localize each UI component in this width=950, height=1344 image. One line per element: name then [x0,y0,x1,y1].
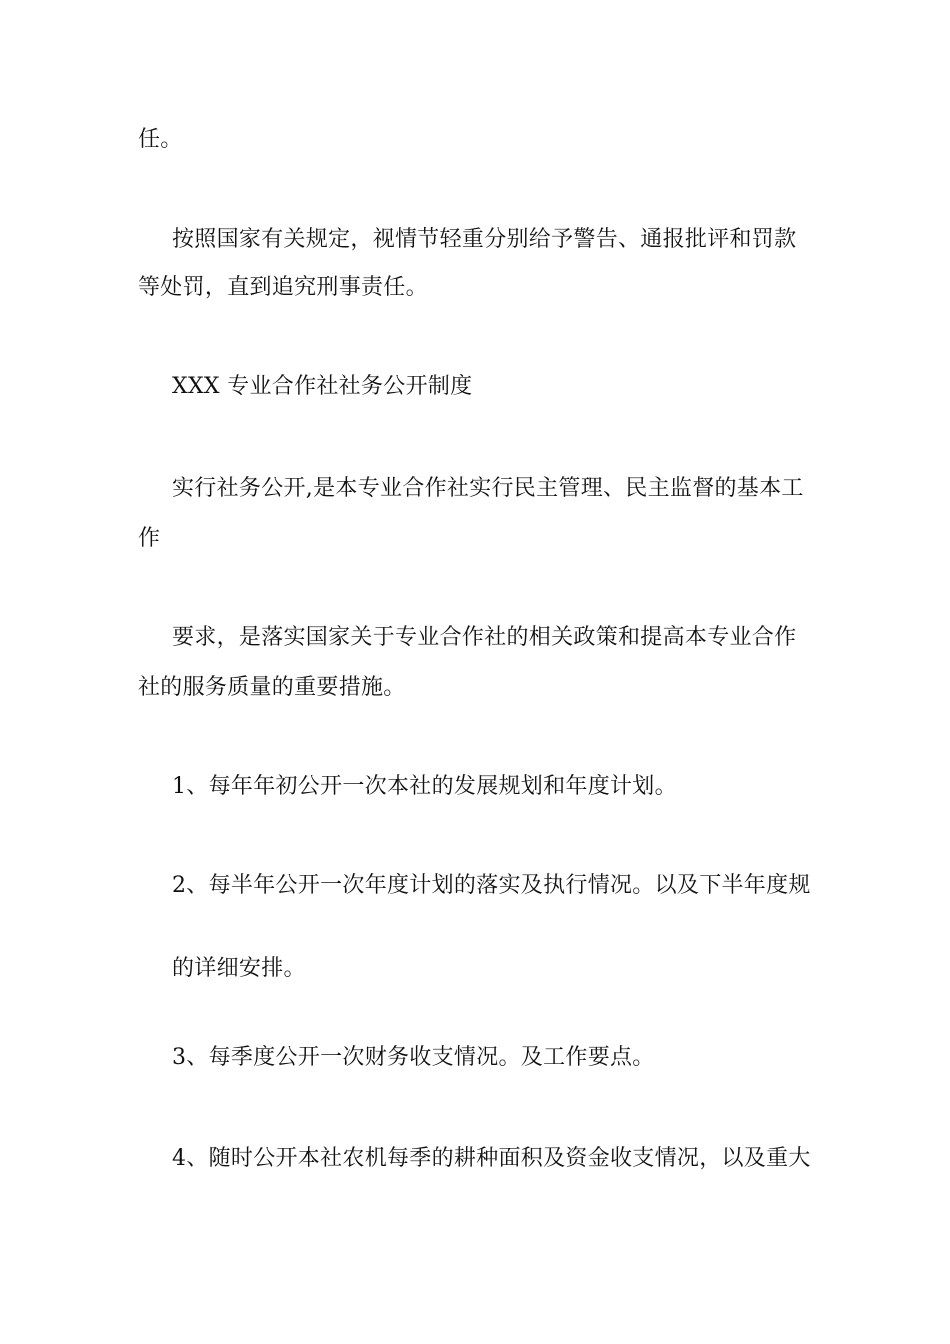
list-item-continuation: 的详细安排。 [172,956,306,981]
text-line: 社的服务质量的重要措施。 [138,675,406,700]
paragraph-line: 要求，是落实国家关于专业合作社的相关政策和提高本专业合作 [172,625,797,650]
text-line: 等处罚，直到追究刑事责任。 [138,275,428,300]
paragraph-line: 实行社务公开,是本专业合作社实行民主管理、民主监督的基本工 [172,476,804,501]
list-item: 1、每年年初公开一次本社的发展规划和年度计划。 [172,774,677,799]
section-title: XXX 专业合作社社务公开制度 [172,374,473,399]
paragraph-line: 按照国家有关规定，视情节轻重分别给予警告、通报批评和罚款 [172,227,797,252]
list-item: 2、每半年公开一次年度计划的落实及执行情况。以及下半年度规 [172,873,811,898]
list-item: 4、随时公开本社农机每季的耕种面积及资金收支情况，以及重大 [172,1146,811,1171]
list-item: 3、每季度公开一次财务收支情况。及工作要点。 [172,1045,655,1070]
text-line: 任。 [138,127,183,152]
text-line: 作 [138,526,161,551]
